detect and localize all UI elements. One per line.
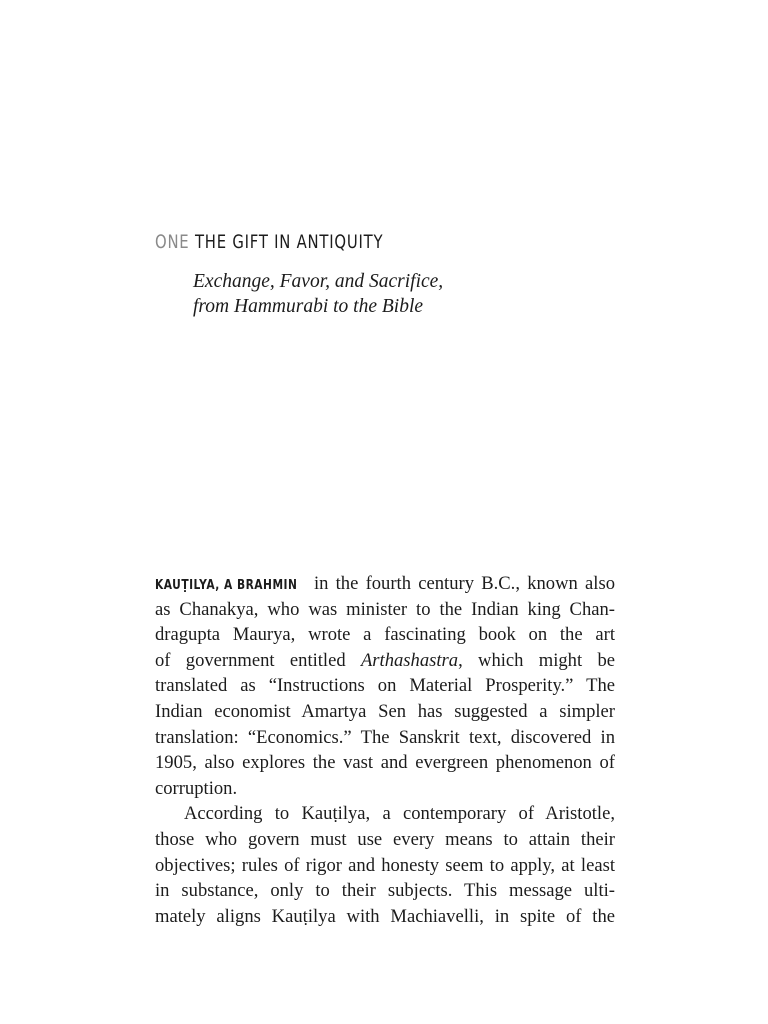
text-line: translated as “Instructions on Material Prosperity.” The bbox=[155, 675, 615, 697]
text-line: corruption. bbox=[155, 777, 238, 799]
text-line: dragupta Maurya, wrote a fascinating book on the art bbox=[155, 624, 615, 646]
text-line: Indian economist Amartya Sen has suggested a simpler bbox=[155, 700, 615, 722]
book-title: Arthashastra bbox=[360, 649, 459, 671]
text-line: 1905, also explores the vast and evergreen phenomenon of bbox=[155, 752, 615, 774]
text-span: in the fourth century B.C., known also bbox=[313, 573, 615, 594]
chapter-title: THE GIFT IN ANTIQUITY bbox=[194, 231, 384, 253]
text-line: in substance, only to their subjects. This message ulti- bbox=[155, 880, 615, 902]
text-line bbox=[155, 571, 615, 597]
body-text bbox=[155, 571, 615, 929]
text-line: those who govern must use every means to attain their bbox=[155, 828, 615, 850]
subtitle-line: Exchange, Favor, and Sacrifice, bbox=[193, 271, 444, 292]
chapter-subtitle bbox=[193, 269, 443, 319]
text-line: According to Kauṭilya, a contemporary of Aristotle, bbox=[184, 803, 615, 825]
text-line: mately aligns Kauṭilya with Machiavelli, in spite of the bbox=[155, 905, 615, 927]
run-in-heading: KAUṬILYA, A BRAHMIN bbox=[155, 578, 298, 593]
text-line: objectives; rules of rigor and honesty seem to apply, at least bbox=[155, 854, 615, 876]
text-line: as Chanakya, who was minister to the Indian king Chan- bbox=[155, 598, 615, 620]
subtitle-line: from Hammurabi to the Bible bbox=[193, 296, 424, 317]
text-span: of government entitled bbox=[155, 649, 346, 671]
chapter-number: ONE bbox=[155, 231, 190, 253]
text-span: , which might be bbox=[458, 649, 615, 671]
chapter-heading bbox=[155, 228, 383, 256]
text-line bbox=[155, 648, 615, 674]
text-line: translation: “Economics.” The Sanskrit text, discovered in bbox=[155, 726, 615, 748]
